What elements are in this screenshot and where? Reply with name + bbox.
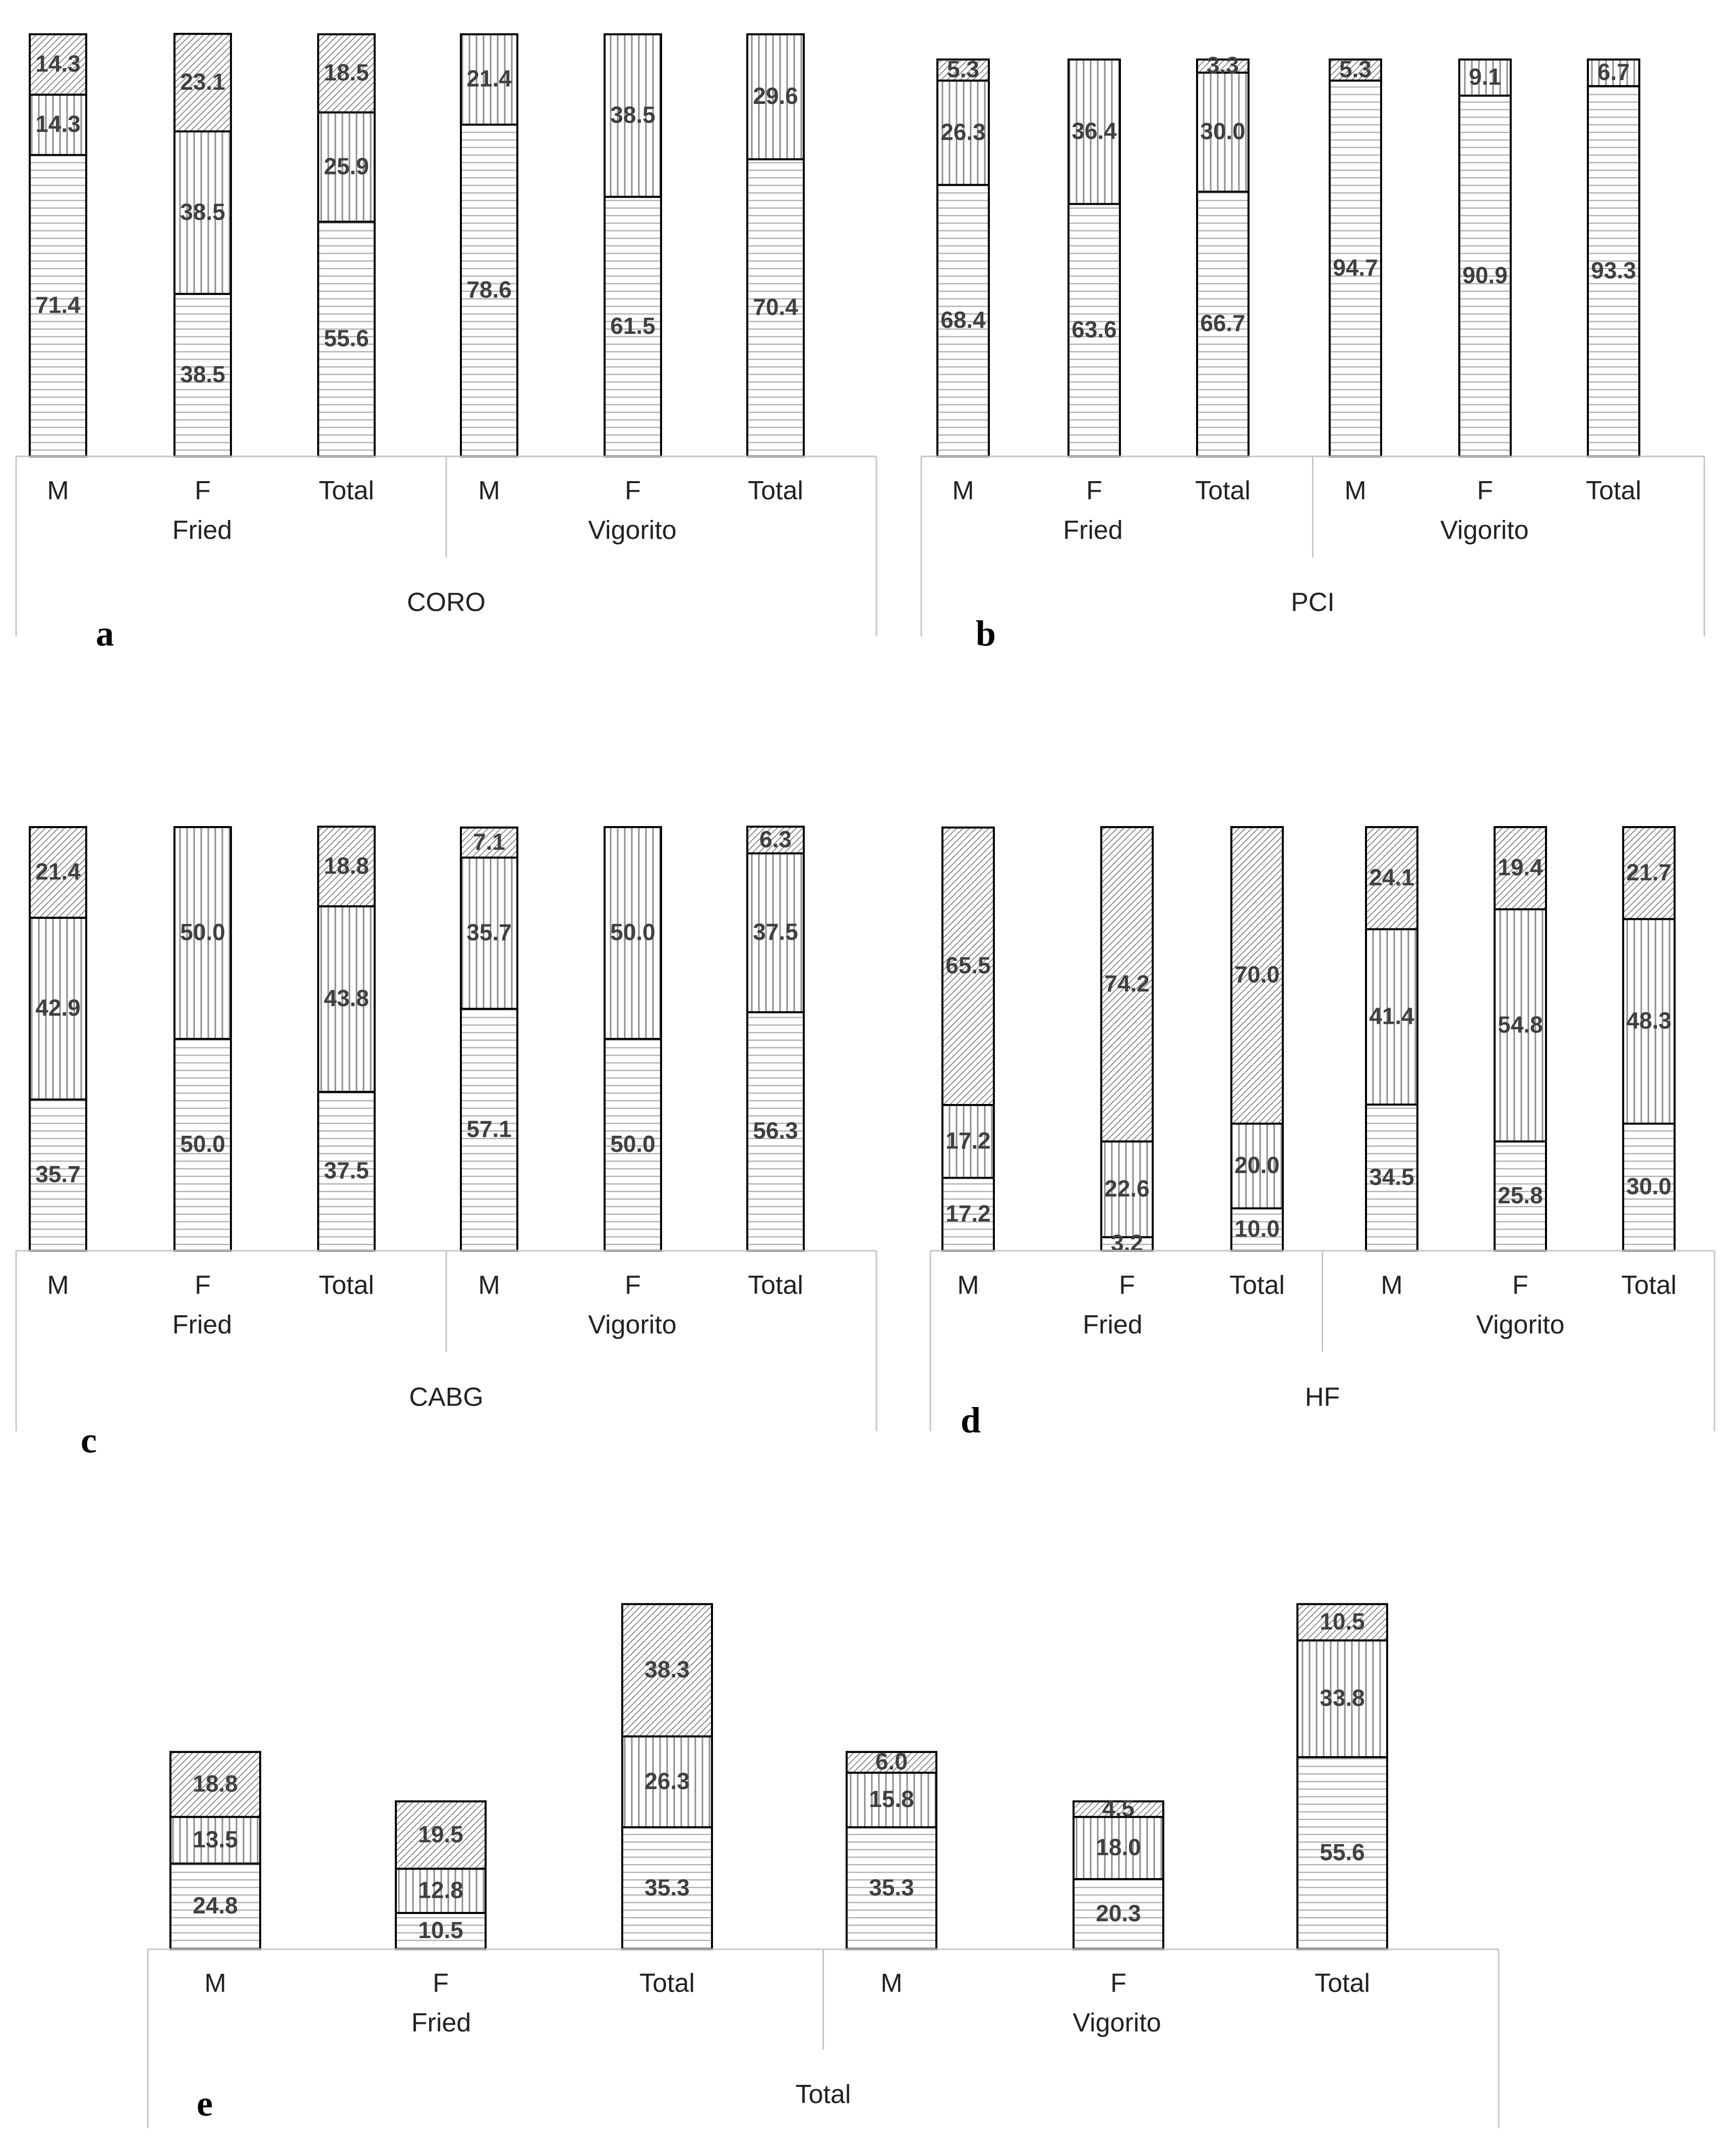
data-label: 18.8 [324,852,369,879]
panel-letter: e [197,2083,213,2124]
panel-letter: d [961,1400,981,1440]
panel-letter: a [96,613,114,654]
data-label: 38.5 [610,101,656,128]
chart-panel-a [16,34,876,654]
data-label: 94.7 [1333,254,1378,281]
data-label: 35.3 [869,1874,914,1901]
data-label: 29.6 [753,83,798,109]
category-label: M [478,476,500,506]
data-label: 35.7 [466,919,512,946]
category-label: Total [748,476,803,506]
panel-letter: c [81,1420,97,1461]
group-label: Vigorito [1073,2008,1161,2037]
data-label: 15.8 [869,1786,914,1813]
group-label: Vigorito [1476,1310,1565,1340]
data-label: 18.5 [324,59,369,86]
group-label: Fried [1083,1310,1143,1340]
group-label: Vigorito [588,1310,677,1340]
group-label: Fried [172,1310,232,1340]
group-label: Vigorito [588,515,677,545]
data-label: 21.7 [1626,859,1672,886]
category-label: Total [1621,1270,1677,1300]
category-label: Total [748,1270,803,1300]
data-label: 20.0 [1234,1152,1280,1179]
category-label: F [625,1270,641,1300]
data-label: 5.3 [947,56,979,83]
chart-panel-e [148,1604,1499,2128]
category-label: F [625,476,641,506]
data-label: 25.9 [324,153,369,180]
data-label: 22.6 [1104,1175,1150,1202]
group-label: Fried [411,2008,471,2037]
data-label: 24.1 [1369,864,1414,891]
data-label: 24.8 [193,1892,238,1919]
data-label: 25.8 [1498,1182,1543,1208]
chart-panel-d [930,827,1714,1440]
category-label: Total [1195,476,1251,506]
data-label: 18.0 [1096,1834,1141,1860]
category-label: F [195,476,211,506]
data-label: 70.0 [1234,961,1280,988]
data-label: 3.3 [1207,52,1239,79]
data-label: 23.1 [180,68,225,95]
category-label: M [47,476,69,506]
data-label: 71.4 [35,292,81,318]
data-label: 70.4 [753,294,798,320]
chart-panel-c [16,826,876,1461]
data-label: 4.5 [1102,1795,1135,1822]
category-label: F [433,1968,449,1998]
category-label: F [1512,1270,1528,1300]
data-label: 9.1 [1469,63,1501,90]
data-label: 19.4 [1498,854,1543,881]
data-label: 10.5 [1320,1608,1365,1635]
category-label: M [204,1968,226,1998]
category-label: M [957,1270,979,1300]
data-label: 50.0 [610,919,656,946]
data-label: 42.9 [35,995,81,1021]
group-label: Vigorito [1440,515,1529,545]
data-label: 3.2 [1111,1230,1143,1256]
category-label: F [195,1270,211,1300]
data-label: 66.7 [1200,310,1245,336]
data-label: 68.4 [940,307,986,333]
data-label: 6.7 [1597,59,1630,85]
data-label: 38.5 [180,198,225,225]
data-label: 33.8 [1320,1684,1365,1711]
data-label: 78.6 [466,276,512,303]
panel-letter: b [976,613,996,654]
data-label: 36.4 [1072,118,1117,144]
data-label: 61.5 [610,312,656,339]
data-label: 12.8 [418,1877,463,1903]
category-label: F [1477,476,1493,506]
data-label: 38.5 [180,361,225,388]
data-label: 7.1 [473,828,505,855]
data-label: 14.3 [35,110,81,137]
category-label: M [952,476,974,506]
group-title: CABG [409,1382,484,1412]
data-label: 21.4 [466,65,512,92]
category-label: M [47,1270,69,1300]
data-label: 37.5 [753,918,798,945]
category-label: M [1344,476,1366,506]
data-label: 74.2 [1104,970,1150,997]
group-label: Fried [172,515,232,545]
group-title: PCI [1291,588,1335,617]
category-label: Total [1229,1270,1285,1300]
category-label: M [880,1968,903,1998]
data-label: 41.4 [1369,1003,1414,1029]
data-label: 48.3 [1626,1007,1672,1034]
group-title: Total [795,2079,851,2109]
data-label: 50.0 [610,1131,656,1157]
data-label: 19.5 [418,1821,463,1847]
data-label: 26.3 [940,119,986,145]
data-label: 21.4 [35,858,81,885]
group-title: CORO [407,588,486,617]
chart-panel-b [921,52,1704,654]
data-label: 17.2 [945,1127,991,1154]
category-label: Total [639,1968,695,1998]
data-label: 30.0 [1626,1173,1672,1200]
category-label: Total [1586,476,1641,506]
data-label: 54.8 [1498,1011,1543,1038]
data-label: 13.5 [193,1826,238,1853]
data-label: 26.3 [644,1768,690,1794]
data-label: 37.5 [324,1157,369,1184]
group-title: HF [1304,1382,1340,1412]
category-label: F [1119,1270,1135,1300]
data-label: 6.3 [759,826,792,852]
data-label: 65.5 [945,952,991,979]
category-label: Total [1315,1968,1370,1998]
data-label: 55.6 [1320,1839,1365,1866]
data-label: 6.0 [875,1748,908,1775]
data-label: 35.7 [35,1161,81,1188]
data-label: 90.9 [1462,262,1508,288]
data-label: 34.5 [1369,1163,1414,1190]
data-label: 10.0 [1234,1215,1280,1242]
data-label: 38.3 [644,1656,690,1683]
data-label: 14.3 [35,50,81,77]
data-label: 63.6 [1072,316,1117,342]
data-label: 93.3 [1591,257,1636,284]
data-label: 30.0 [1200,118,1245,145]
category-label: Total [319,476,374,506]
data-label: 35.3 [644,1874,690,1901]
data-label: 55.6 [324,325,369,352]
data-label: 57.1 [466,1116,512,1142]
data-label: 43.8 [324,985,369,1012]
data-label: 56.3 [753,1117,798,1144]
category-label: M [1381,1270,1403,1300]
category-label: F [1086,476,1102,506]
data-label: 5.3 [1339,56,1372,83]
data-label: 18.8 [193,1770,238,1797]
data-label: 20.3 [1096,1900,1141,1927]
category-label: Total [319,1270,374,1300]
group-label: Fried [1063,515,1123,545]
data-label: 17.2 [945,1200,991,1227]
category-label: M [478,1270,500,1300]
data-label: 10.5 [418,1917,463,1944]
category-label: F [1110,1968,1126,1998]
data-label: 50.0 [180,1131,225,1157]
data-label: 50.0 [180,919,225,946]
